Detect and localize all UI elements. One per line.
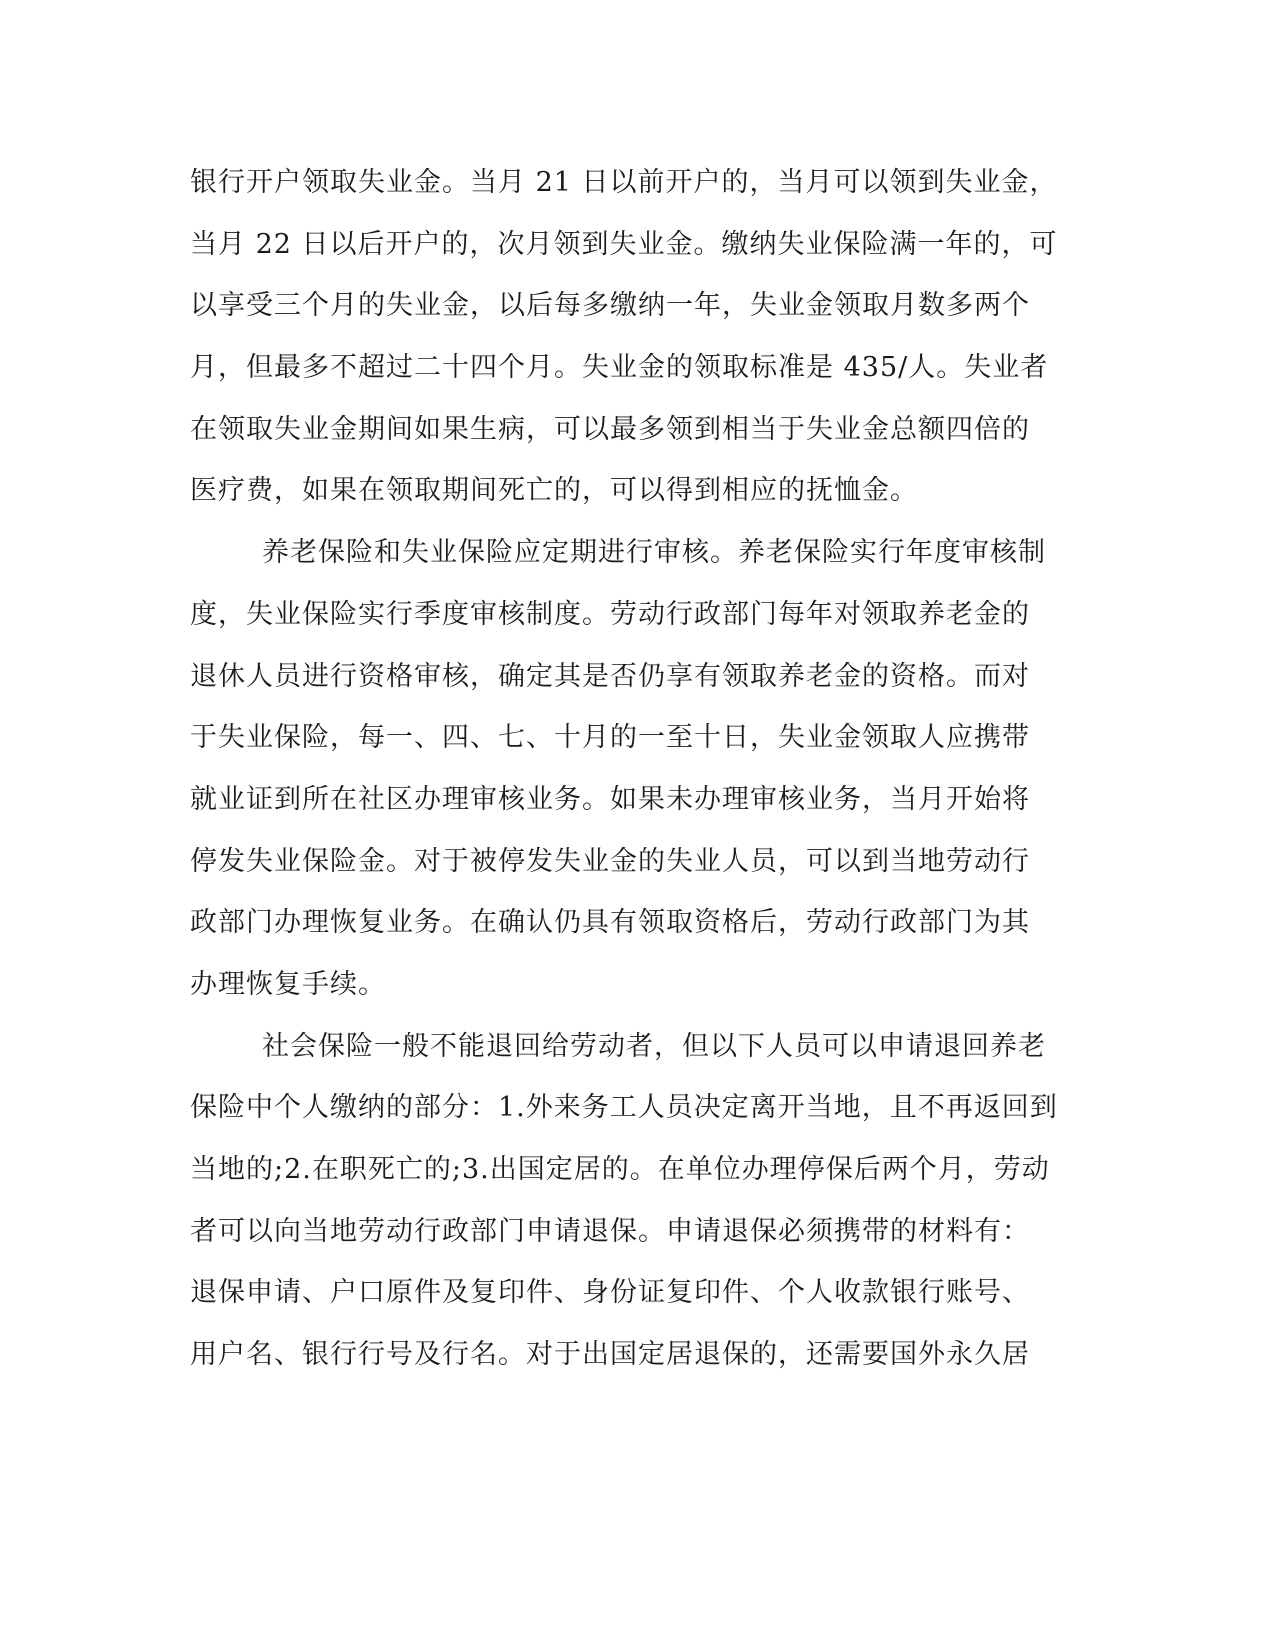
text-line: 退保申请、户口原件及复印件、身份证复印件、个人收款银行账号、 <box>190 1277 1030 1309</box>
paragraph-unemployment-benefits <box>190 163 1070 533</box>
text-line: 社会保险一般不能退回给劳动者，但以下人员可以申请退回养老 <box>262 1030 1046 1062</box>
text-line: 就业证到所在社区办理审核业务。如果未办理审核业务，当月开始将 <box>190 783 1030 815</box>
text-line: 停发失业保险金。对于被停发失业金的失业人员，可以到当地劳动行 <box>190 845 1030 877</box>
text-line: 银行开户领取失业金。当月 21 日以前开户的，当月可以领到失业金， <box>190 167 1058 198</box>
text-line: 办理恢复手续。 <box>190 968 386 1000</box>
paragraph-periodic-review <box>190 533 1070 1027</box>
text-line: 在领取失业金期间如果生病，可以最多领到相当于失业金总额四倍的 <box>190 413 1030 445</box>
text-line: 医疗费，如果在领取期间死亡的，可以得到相应的抚恤金。 <box>190 475 918 507</box>
text-line: 当月 22 日以后开户的，次月领到失业金。缴纳失业保险满一年的，可 <box>190 228 1058 260</box>
text-line: 者可以向当地劳动行政部门申请退保。申请退保必须携带的材料有： <box>190 1215 1030 1247</box>
paragraph-insurance-refund <box>190 1027 1070 1397</box>
text-line: 保险中个人缴纳的部分：1.外来务工人员决定离开当地，且不再返回到 <box>190 1092 1058 1124</box>
text-line: 政部门办理恢复业务。在确认仍具有领取资格后，劳动行政部门为其 <box>190 907 1030 939</box>
text-line: 用户名、银行行号及行名。对于出国定居退保的，还需要国外永久居 <box>190 1339 1030 1371</box>
text-line: 以享受三个月的失业金，以后每多缴纳一年，失业金领取月数多两个 <box>190 290 1030 322</box>
text-line: 当地的;2.在职死亡的;3.出国定居的。在单位办理停保后两个月，劳动 <box>190 1154 1050 1185</box>
text-line: 月，但最多不超过二十四个月。失业金的领取标准是 435/人。失业者 <box>190 352 1049 384</box>
text-line: 退休人员进行资格审核，确定其是否仍享有领取养老金的资格。而对 <box>190 660 1030 692</box>
text-line: 度，失业保险实行季度审核制度。劳动行政部门每年对领取养老金的 <box>190 598 1030 630</box>
document-body <box>190 163 1070 1397</box>
text-line: 养老保险和失业保险应定期进行审核。养老保险实行年度审核制 <box>262 537 1046 569</box>
text-line: 于失业保险，每一、四、七、十月的一至十日，失业金领取人应携带 <box>190 722 1030 754</box>
